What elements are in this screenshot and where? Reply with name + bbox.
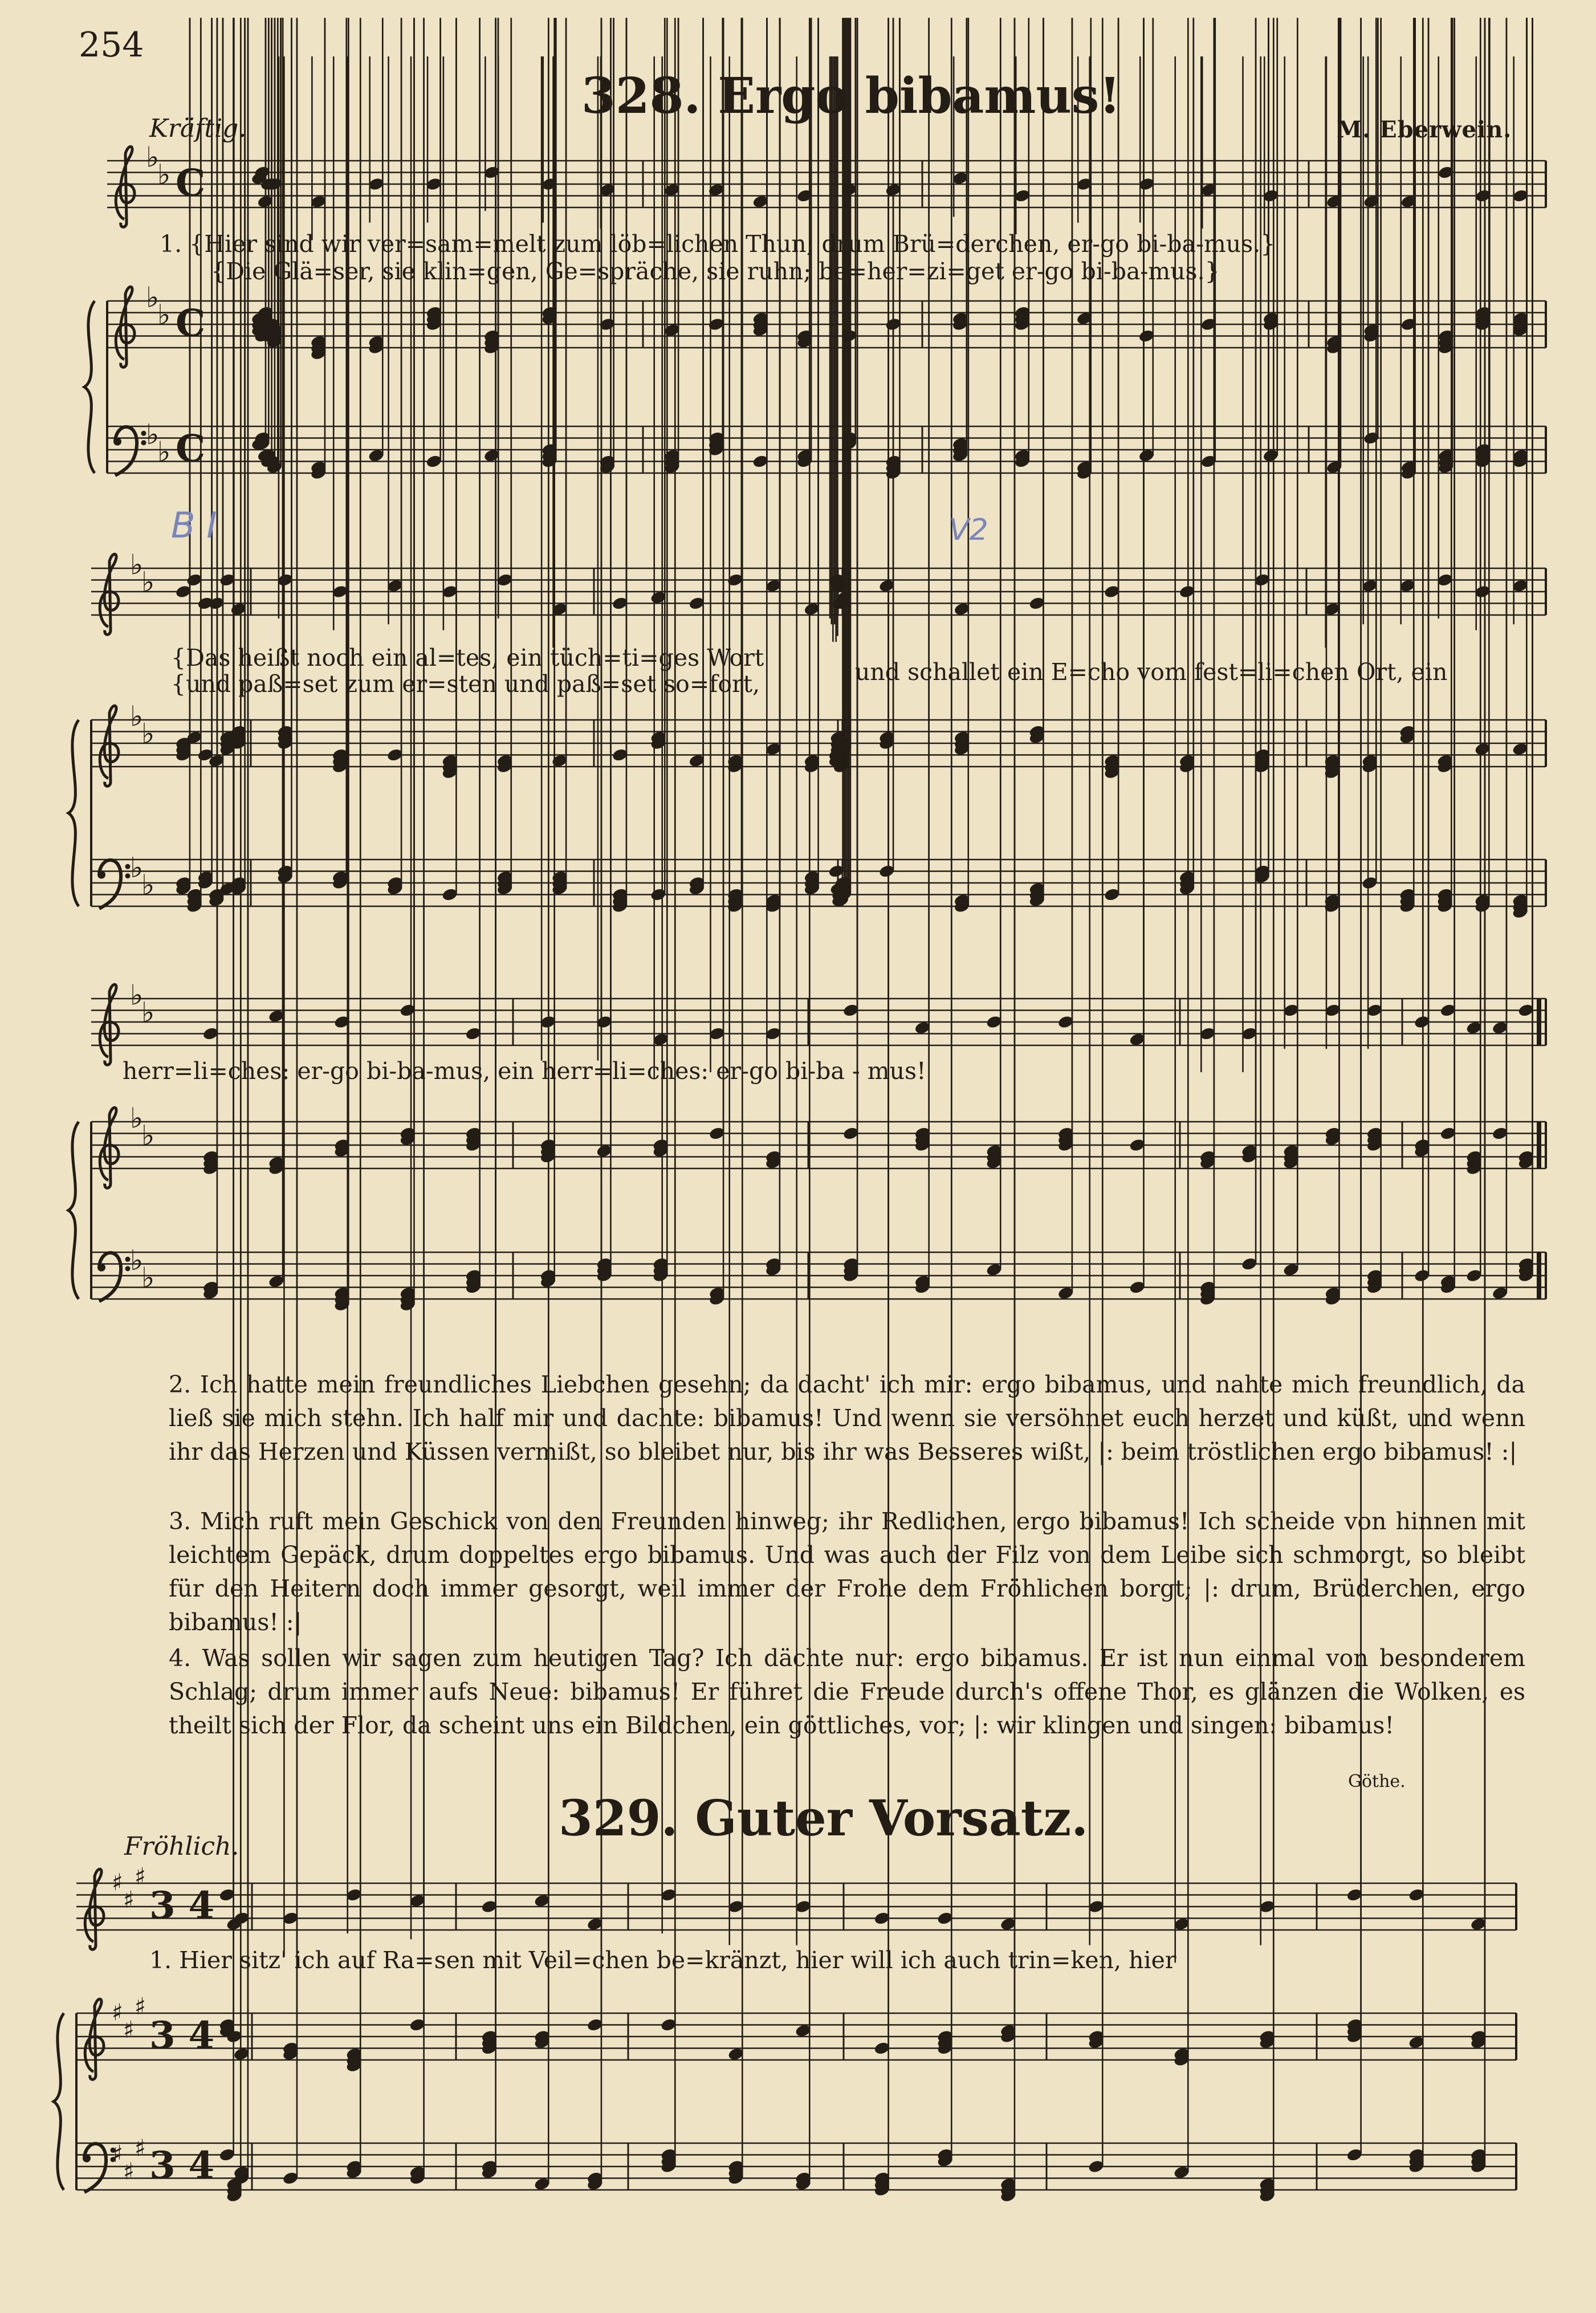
treble-clef-icon (100, 706, 119, 786)
treble-clef-icon (100, 1107, 119, 1188)
flat-icon: ♭ (157, 435, 171, 469)
bass-clef-dot (97, 871, 105, 879)
time-signature: C (176, 426, 206, 471)
piano-brace-icon (84, 301, 95, 473)
lyric-line-329-1: 1. Hier sitz' ich auf Ra=sen mit Veil=chen be=kränzt, hier will ich auch trin=ken, hier (149, 1946, 1176, 1974)
flat-icon: ♭ (141, 1261, 155, 1294)
flat-icon: ♭ (130, 978, 144, 1012)
lyric-line-3: {Das heißt noch ein al=tes, ein tüch=ti=ges Wort (171, 644, 764, 671)
lyric-line-2: {Die Glä=ser, sie klin=gen, Ge=spräche, sie ruhn; be=her=zi=get er-go bi-ba-mus.} (211, 258, 1220, 285)
sharp-icon: ♯ (112, 1868, 123, 1896)
treble-clef-icon (100, 984, 119, 1065)
flat-icon: ♭ (130, 699, 144, 733)
sharp-icon: ♯ (135, 2134, 146, 2162)
time-signature: C (176, 301, 206, 345)
tempo-marking-328: Kräftig. (149, 114, 247, 143)
lyric-line-6: herr=li=ches: er-go bi-ba-mus, ein herr=li=ches: er-go bi-ba - mus! (123, 1057, 926, 1085)
sharp-icon: ♯ (123, 1886, 135, 1914)
flat-icon: ♭ (146, 280, 160, 314)
treble-clef-icon (85, 1999, 104, 2079)
bass-clef-dot (83, 2155, 91, 2163)
lyricist-name: Göthe. (1348, 1772, 1406, 1791)
bass-clef-icon (99, 1253, 121, 1301)
bass-clef-dot (113, 438, 121, 446)
flat-icon: ♭ (146, 140, 160, 174)
flat-icon: ♭ (141, 996, 155, 1029)
pencil-annotation-v2: V2 (949, 513, 988, 547)
bass-clef-dot (97, 1264, 105, 1272)
time-signature: C (176, 161, 206, 205)
song-title-328: 328. Ergo bibamus! (581, 67, 1121, 125)
sharp-icon: ♯ (112, 1998, 123, 2026)
treble-clef-icon (85, 1869, 104, 1949)
flat-icon: ♭ (130, 1243, 144, 1277)
verse-4-text: 4. Was sollen wir sagen zum heutigen Tag? Ich dächte nur: ergo bibamus. Er ist nun einmal von besonderem Schlag; drum immer aufs Neue: bibamus! Er führet die Freude durch's offene Thor, es glänzen die Wolken, es theilt sich der Flor, da scheint uns ein Bildchen, ein göttliches, vor; |: wir klingen und singen: bibamus! (169, 1644, 1525, 1739)
verse-2 (55, 1368, 1525, 1469)
flat-icon: ♭ (146, 417, 160, 451)
flat-icon: ♭ (141, 868, 155, 902)
flat-icon: ♭ (130, 548, 144, 581)
lyric-line-5: und schallet ein E=cho vom fest=li=chen Ort, ein (855, 658, 1448, 686)
sharp-icon: ♯ (123, 2016, 135, 2044)
treble-clef-icon (116, 146, 135, 227)
flat-icon: ♭ (157, 158, 171, 191)
sharp-icon: ♯ (135, 1863, 146, 1891)
verse-2-text: 2. Ich hatte mein freundliches Liebchen gesehn; da dacht' ich mir: ergo bibamus, und nahte mich freundlich, da ließ sie mich stehn. Ich half mir und dachte: bibamus! Und wenn sie versöhnet euch herzet und küßt, und wenn ihr das Herzen und Küssen vermißt, so bleibet nur, bis ihr was Besseres wißt, |: beim tröstlichen ergo bibamus! :| (169, 1371, 1525, 1465)
flat-icon: ♭ (141, 565, 155, 598)
song-title-329: 329. Guter Vorsatz. (559, 1790, 1089, 1847)
composer-name: M. Eberwein. (1337, 116, 1512, 143)
lyric-line-4: {und paß=set zum er=sten und paß=set so=fort, (171, 670, 760, 698)
sharp-icon: ♯ (112, 2140, 123, 2168)
verse-3-text: 3. Mich ruft mein Geschick von den Freunden hinweg; ihr Redlichen, ergo bibamus! Ich scheide von hinnen mit leichtem Gepäck, drum doppeltes ergo bibamus. Und was auch der Filz von dem Leibe sich schmorgt, so bleibt für den Heitern doch immer gesorgt, weil immer der Frohe dem Fröhlichen borgt; |: drum, Brüderchen, ergo bibamus! :| (169, 1508, 1525, 1636)
bass-clef-icon (99, 860, 121, 909)
treble-clef-icon (116, 287, 135, 367)
time-signature: 3 4 (149, 1883, 215, 1928)
piano-brace-icon (68, 720, 79, 906)
pencil-annotation-b1: B I (171, 504, 217, 546)
piano-brace-icon (68, 1122, 79, 1299)
flat-icon: ♭ (141, 1119, 155, 1152)
page-number: 254 (79, 25, 144, 65)
flat-icon: ♭ (130, 1101, 144, 1135)
flat-icon: ♭ (157, 298, 171, 331)
flat-icon: ♭ (130, 850, 144, 884)
piano-brace-icon (54, 2013, 64, 2190)
verse-3 (55, 1505, 1525, 1639)
treble-clef-icon (100, 554, 119, 634)
flat-icon: ♭ (141, 717, 155, 750)
verse-4 (55, 1642, 1525, 1742)
lyric-line-1: 1. {Hier sind wir ver=sam=melt zum löb=lichen Thun; drum Brü=derchen, er-go bi-ba-mus.} (160, 230, 1276, 258)
bass-clef-icon (84, 2144, 106, 2192)
time-signature: 3 4 (149, 2013, 215, 2058)
sharp-icon: ♯ (135, 1993, 146, 2021)
sharp-icon: ♯ (123, 2157, 135, 2185)
bass-clef-icon (115, 427, 137, 475)
time-signature: 3 4 (149, 2143, 215, 2188)
tempo-marking-329: Fröhlich. (124, 1832, 239, 1861)
